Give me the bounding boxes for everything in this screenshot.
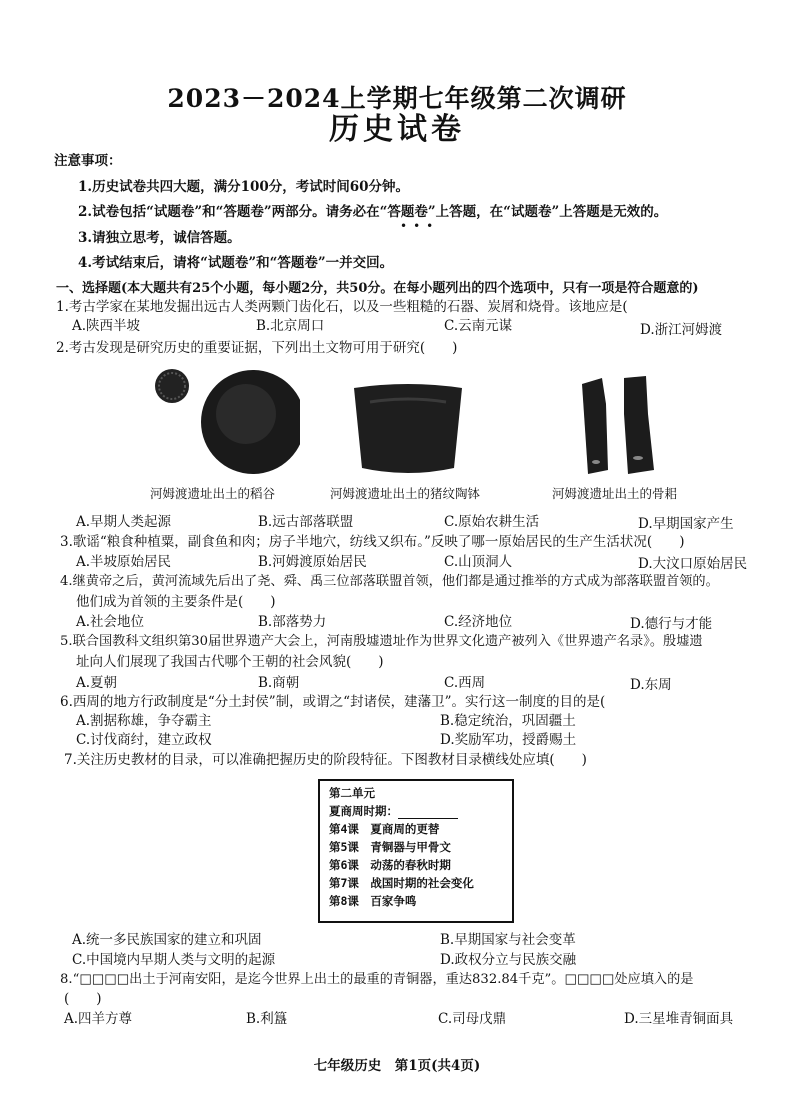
textbook-toc-box (318, 779, 514, 923)
notice-item-4: 4.考试结束后，请将“试题卷”和“答题卷”一并交回。 (78, 255, 394, 271)
question-5-option-a: A.夏朝 (76, 675, 118, 691)
question-6-stem: 6.西周的地方行政制度是“分土封侯”制，或谓之“封诸侯，建藩卫”。实行这一制度的目的是( (60, 694, 606, 710)
toc-lesson-8: 第8课 百家争鸣 (329, 894, 417, 908)
question-8-option-a: A.四羊方尊 (64, 1011, 133, 1027)
question-5-stem: 5.联合国教科文组织第30届世界遗产大会上，河南殷墟遗址作为世界文化遗产被列入《世界遗产名录》。殷墟遗 (60, 634, 703, 649)
question-8-option-d: D.三星堆青铜面具 (624, 1011, 734, 1027)
emphasis-dots: ••• (400, 219, 440, 233)
toc-lesson-4: 第4课 夏商周的更替 (329, 822, 440, 836)
question-4-option-a: A.社会地位 (76, 614, 145, 630)
toc-lesson-7: 第7课 战国时期的社会变化 (329, 876, 474, 890)
question-6-option-d: D.奖励军功，授爵赐土 (440, 732, 577, 748)
question-1-option-a: A.陕西半坡 (72, 318, 141, 334)
question-4-option-d: D.德行与才能 (630, 616, 713, 632)
question-6-option-a: A.割据称雄，争夺霸主 (76, 713, 212, 729)
question-4-stem: 4.继黄帝之后，黄河流域先后出了尧、舜、禹三位部落联盟首领，他们都是通过推举的方式成为部落联盟首领的。 (60, 574, 719, 589)
question-5-option-d: D.东周 (630, 677, 672, 693)
question-2-option-a: A.早期人类起源 (76, 514, 172, 530)
question-8-option-c: C.司母戊鼎 (438, 1011, 507, 1027)
question-7-option-b: B.早期国家与社会变革 (440, 932, 576, 948)
question-2-option-c: C.原始农耕生活 (444, 514, 540, 530)
question-6-option-b: B.稳定统治，巩固疆土 (440, 713, 576, 729)
question-3-option-b: B.河姆渡原始居民 (258, 554, 367, 570)
exam-subject-title: 历史试卷 (329, 112, 465, 147)
question-5-option-b: B.商朝 (258, 675, 300, 691)
question-3-option-d: D.大汶口原始居民 (638, 556, 748, 572)
question-7-option-a: A.统一多民族国家的建立和巩固 (72, 932, 262, 948)
question-1-stem: 1.考古学家在某地发掘出远古人类两颗门齿化石，以及一些粗糙的石器、炭屑和烧骨。该地应是( (56, 299, 628, 315)
question-7-option-d: D.政权分立与民族交融 (440, 952, 577, 968)
notice-item-3: 3.请独立思考，诚信答题。 (78, 230, 241, 246)
toc-period (329, 804, 458, 819)
notice-item-2: 2.试卷包括“试题卷”和“答题卷”两部分。请务必在“答题卷”上答题，在“试题卷”上答题是无效的。 (78, 204, 668, 220)
question-8-option-b: B.利簋 (246, 1011, 288, 1027)
question-7-option-c: C.中国境内早期人类与文明的起源 (72, 952, 276, 968)
question-5-option-c: C.西周 (444, 675, 486, 691)
section-header: 一、选择题(本大题共有25个小题，每小题2分，共50分。在每小题列出的四个选项中，只有一项是符合题意的) (56, 281, 699, 296)
exam-title: 2023－2024上学期七年级第二次调研 (167, 84, 627, 113)
toc-period-label: 夏商周时期： (329, 804, 398, 818)
question-6-option-c: C.讨伐商纣，建立政权 (76, 732, 212, 748)
notice-heading: 注意事项： (54, 153, 122, 169)
question-2-option-b: B.远古部落联盟 (258, 514, 354, 530)
question-3-option-c: C.山顶洞人 (444, 554, 513, 570)
notice-item-1: 1.历史试卷共四大题，满分100分，考试时间60分钟。 (78, 179, 410, 195)
question-2-option-d: D.早期国家产生 (638, 516, 734, 532)
question-4-option-b: B.部落势力 (258, 614, 327, 630)
caption-bone-spade: 河姆渡遗址出土的骨耜 (552, 486, 678, 501)
question-8-stem: 8.“□□□□出土于河南安阳，是迄今世界上出土的最重的青铜器，重达832.84千克”。□□□□处应填入的是 (60, 972, 694, 987)
question-4-stem-continued: 他们成为首领的主要条件是( ) (76, 594, 276, 610)
question-3-option-a: A.半坡原始居民 (76, 554, 172, 570)
caption-pottery-bowl: 河姆渡遗址出土的猪纹陶钵 (330, 486, 481, 501)
page-footer: 七年级历史 第1页(共4页) (313, 1058, 481, 1074)
pig-pattern-pottery-bowl-image (350, 382, 466, 478)
question-4-option-c: C.经济地位 (444, 614, 513, 630)
caption-rice-grain: 河姆渡遗址出土的稻谷 (150, 486, 276, 501)
question-3-stem: 3.歌谣“粮食种植粟，副食鱼和肉；房子半地穴，纺线又织布。”反映了哪一原始居民的生产生活状况( ) (60, 534, 685, 550)
question-5-stem-continued: 址向人们展现了我国古代哪个王朝的社会风貌( ) (76, 654, 384, 670)
question-1-option-c: C.云南元谋 (444, 318, 513, 334)
toc-lesson-5: 第5课 青铜器与甲骨文 (329, 840, 451, 854)
question-2-stem: 2.考古发现是研究历史的重要证据，下列出土文物可用于研究( ) (56, 340, 458, 356)
question-1-option-b: B.北京周口 (256, 318, 325, 334)
rice-grain-image (150, 362, 300, 480)
toc-unit: 第二单元 (329, 786, 375, 800)
toc-lesson-6: 第6课 动荡的春秋时期 (329, 858, 451, 872)
bone-spade-image (576, 374, 660, 478)
toc-blank-line (398, 807, 458, 819)
question-1-option-d: D.浙江河姆渡 (640, 322, 723, 338)
question-7-stem: 7.关注历史教材的目录，可以准确把握历史的阶段特征。下图教材目录横线处应填( ) (64, 752, 587, 768)
question-8-stem-continued: ( ) (64, 991, 102, 1007)
